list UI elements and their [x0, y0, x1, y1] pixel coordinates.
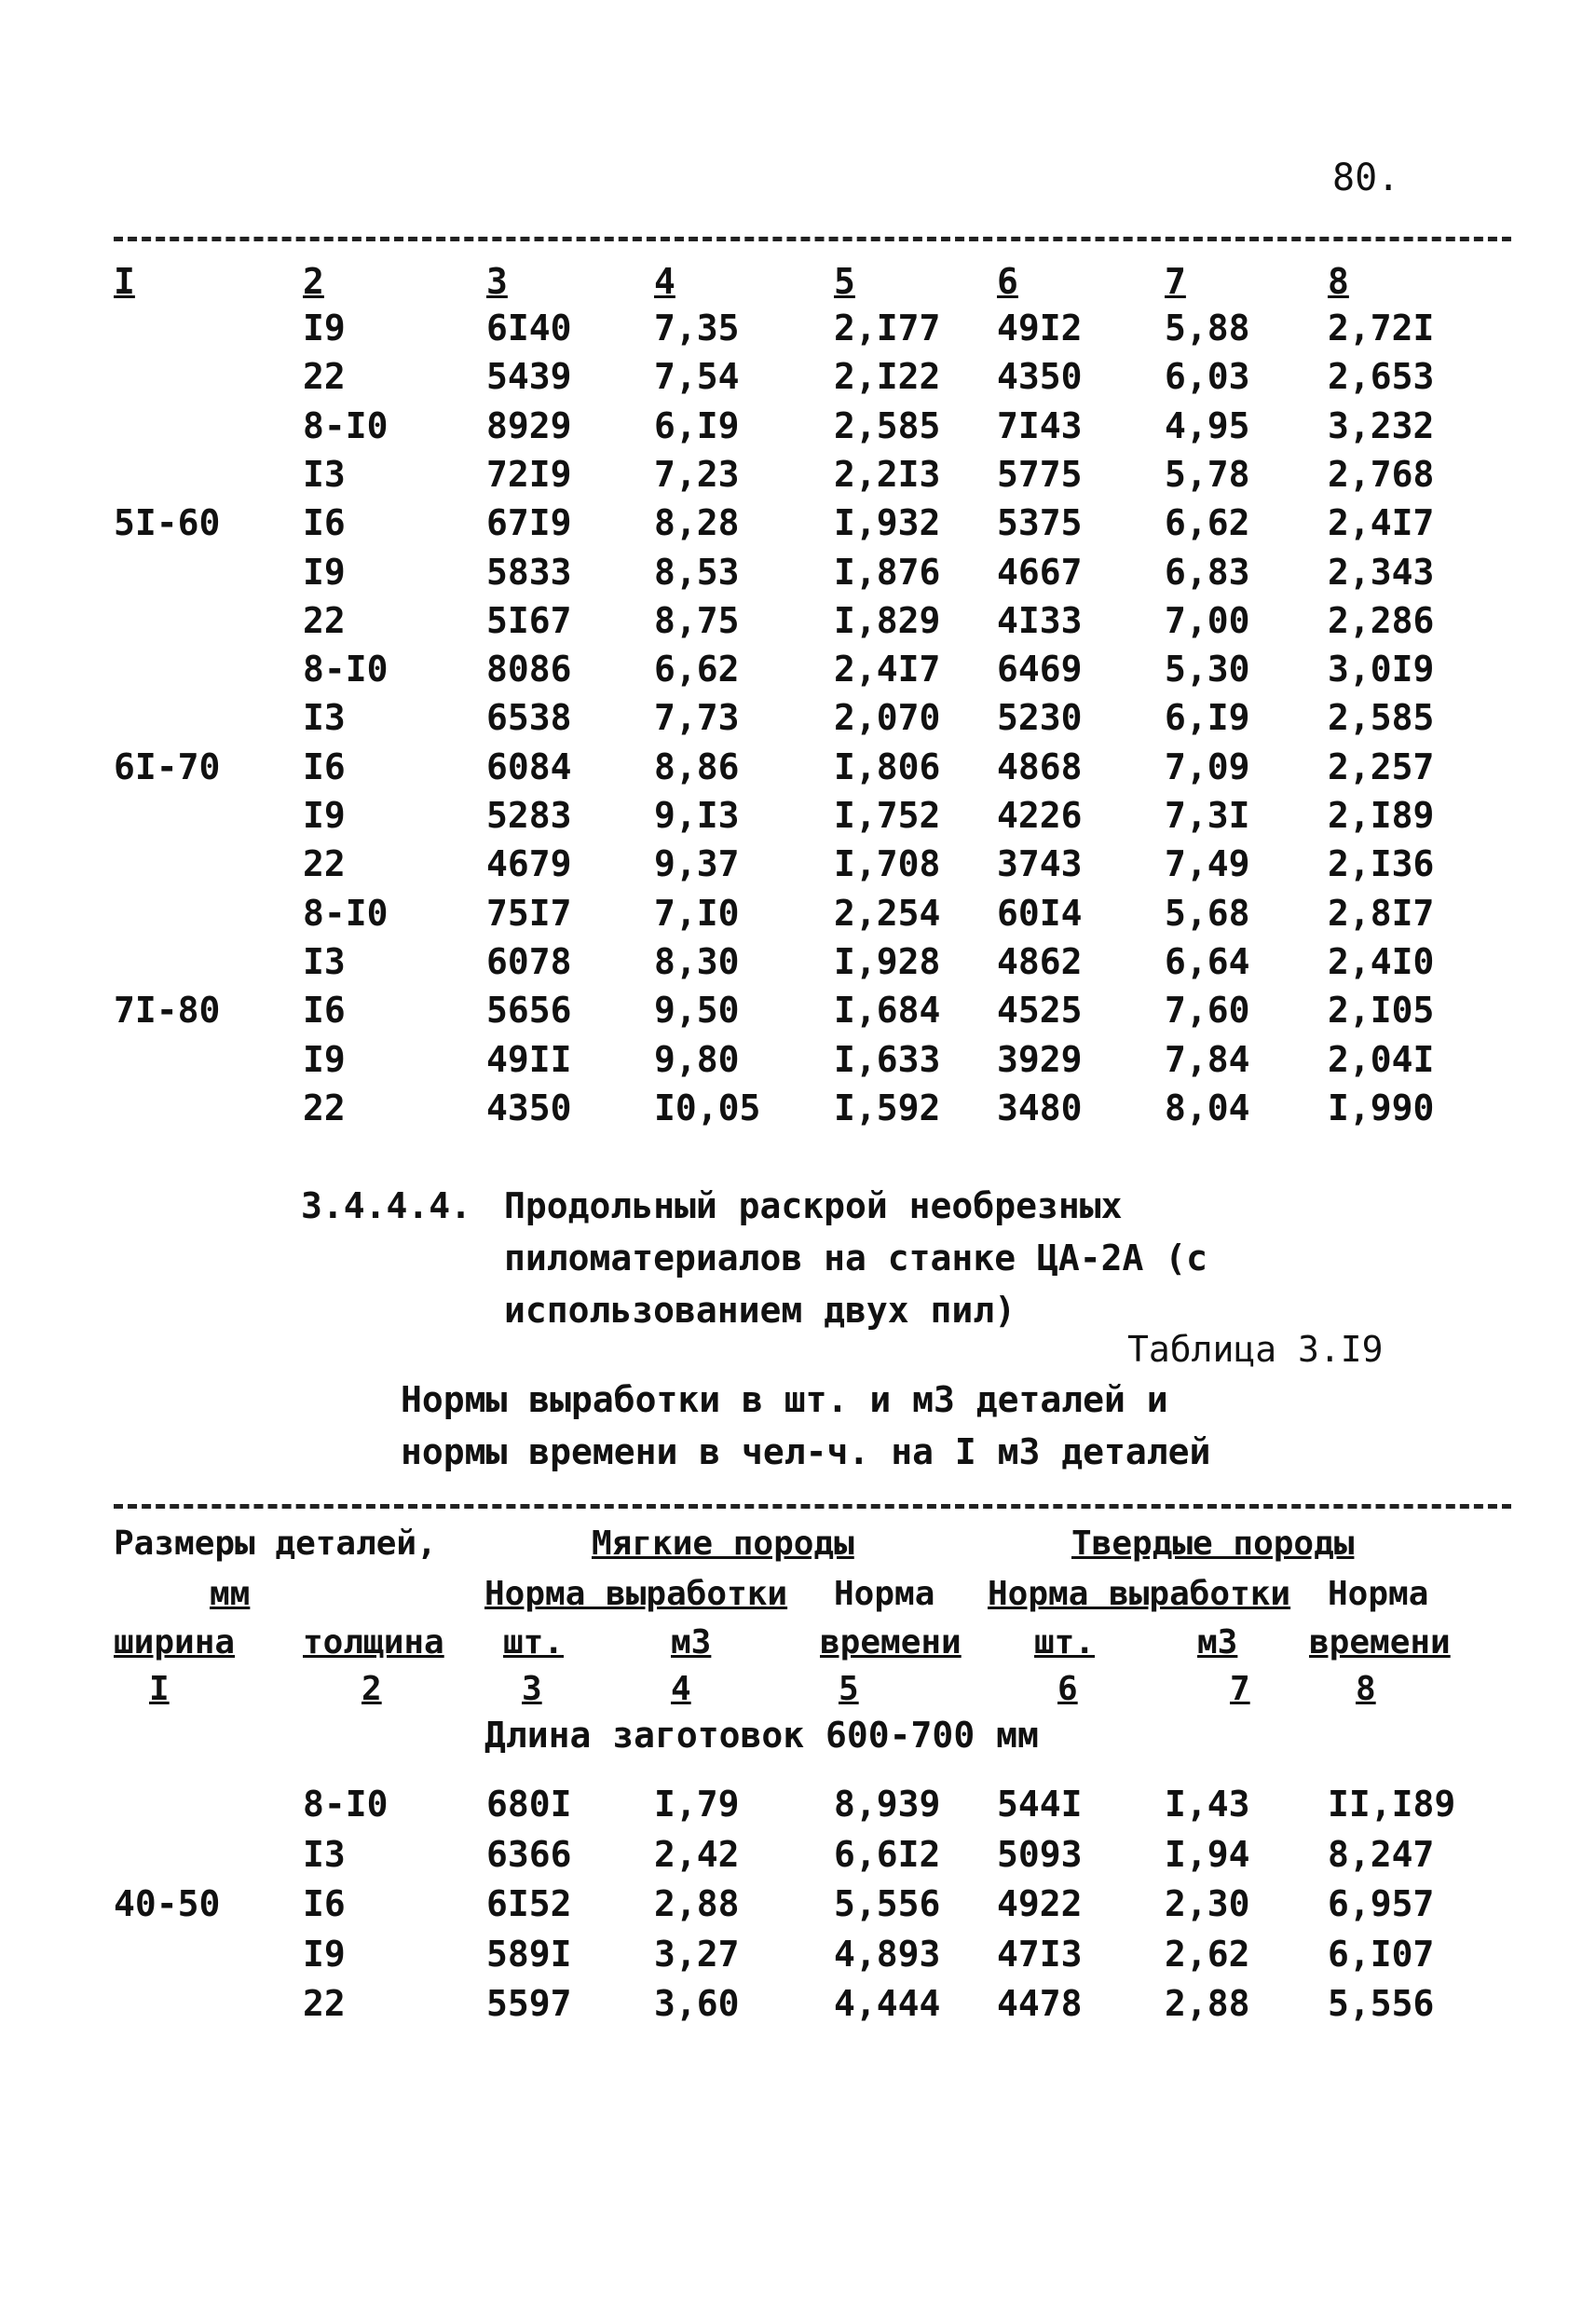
table-cell-col6: 544I	[997, 1784, 1083, 1825]
table-cell-col5: I,932	[834, 502, 941, 544]
table-cell-col6: 4667	[997, 551, 1083, 593]
table-cell-col5: 2,254	[834, 892, 941, 934]
col-header-3: 3	[486, 261, 508, 302]
table-cell-col4: 2,88	[654, 1883, 740, 1924]
table-cell-col6: 4478	[997, 1983, 1083, 2024]
table-cell-col2: I3	[303, 1833, 346, 1875]
table-cell-col4: 8,30	[654, 940, 740, 982]
table-cell-col2: I9	[303, 1933, 346, 1975]
table-cell-col1: 5I-60	[114, 502, 221, 544]
table-cell-col6: 5230	[997, 697, 1083, 739]
table-cell-col7: 5,68	[1165, 892, 1250, 934]
table-cell-col3: 5I67	[486, 599, 572, 641]
table-cell-col7: 6,I9	[1165, 697, 1250, 739]
table-cell-col7: 7,09	[1165, 745, 1250, 787]
header-num-1: I	[149, 1670, 170, 1708]
table-cell-col8: 8,247	[1328, 1833, 1435, 1875]
table-row	[0, 1983, 1596, 2031]
header-num-8: 8	[1356, 1670, 1376, 1708]
header-soft-time: времени	[820, 1623, 962, 1661]
table-cell-col8: 6,957	[1328, 1883, 1435, 1924]
table-cell-col2: 22	[303, 356, 346, 398]
table-cell-col2: 8-I0	[303, 649, 389, 691]
table-cell-col5: 8,939	[834, 1784, 941, 1825]
table-cell-col4: 7,54	[654, 356, 740, 398]
table-cell-col3: 6366	[486, 1833, 572, 1875]
col-header-1: I	[114, 261, 135, 302]
table-cell-col4: 8,75	[654, 599, 740, 641]
table-cell-col6: 4226	[997, 795, 1083, 836]
table-cell-col2: 8-I0	[303, 404, 389, 446]
header-soft-norm: Норма	[834, 1575, 935, 1613]
table-cell-col2: 22	[303, 843, 346, 885]
table-cell-col4: 3,27	[654, 1933, 740, 1975]
table-cell-col2: I6	[303, 502, 346, 544]
table-cell-col4: 9,37	[654, 843, 740, 885]
table-cell-col6: 7I43	[997, 404, 1083, 446]
header-num-2: 2	[361, 1670, 382, 1708]
table-cell-col7: 6,62	[1165, 502, 1250, 544]
table-row	[0, 356, 1596, 404]
table-cell-col6: 5093	[997, 1833, 1083, 1875]
bottom-dash-line	[114, 1504, 1511, 1509]
table-cell-col5: I,684	[834, 990, 941, 1032]
table-cell-col5: I,708	[834, 843, 941, 885]
header-width: ширина	[114, 1623, 236, 1661]
table-cell-col8: 3,232	[1328, 404, 1435, 446]
table-cell-col3: 5597	[486, 1983, 572, 2024]
length-subheader: Длина заготовок 600-700 мм	[484, 1715, 1039, 1756]
table-cell-col6: 5775	[997, 453, 1083, 495]
header-num-3: 3	[522, 1670, 542, 1708]
table-cell-col5: I,592	[834, 1087, 941, 1128]
table-row	[0, 1934, 1596, 1982]
section-number: 3.4.4.4.	[301, 1185, 472, 1226]
header-mm: мм	[210, 1575, 251, 1613]
table-cell-col8: II,I89	[1328, 1784, 1456, 1825]
table-cell-col8: 2,257	[1328, 745, 1435, 787]
table-cell-col8: 2,72I	[1328, 308, 1435, 349]
table-row	[0, 697, 1596, 745]
table-cell-col7: 7,84	[1165, 1038, 1250, 1080]
table-row	[0, 649, 1596, 697]
table-cell-col4: 9,50	[654, 990, 740, 1032]
table-row	[0, 1883, 1596, 1932]
table-cell-col3: 8929	[486, 404, 572, 446]
table-cell-col7: 2,30	[1165, 1883, 1250, 1924]
table-cell-col3: 6I40	[486, 308, 572, 349]
table-cell-col7: I,43	[1165, 1784, 1250, 1825]
table-cell-col3: 4679	[486, 843, 572, 885]
table-cell-col1: 7I-80	[114, 990, 221, 1032]
table-cell-col6: 5375	[997, 502, 1083, 544]
table-cell-col3: 680I	[486, 1784, 572, 1825]
table-cell-col4: 8,53	[654, 551, 740, 593]
header-soft-m3: м3	[671, 1623, 712, 1661]
table-cell-col8: 2,4I7	[1328, 502, 1435, 544]
page-number: 80.	[1332, 157, 1400, 199]
table-cell-col8: 2,I05	[1328, 990, 1435, 1032]
table-cell-col5: 2,585	[834, 404, 941, 446]
table-cell-col6: 4I33	[997, 599, 1083, 641]
table-row	[0, 454, 1596, 502]
table-cell-col7: 2,88	[1165, 1983, 1250, 2024]
table-row	[0, 1087, 1596, 1136]
table-cell-col8: I,990	[1328, 1087, 1435, 1128]
table-cell-col5: 2,070	[834, 697, 941, 739]
table-cell-col3: 6I52	[486, 1883, 572, 1924]
col-header-5: 5	[834, 261, 855, 302]
table-cell-col5: I,806	[834, 745, 941, 787]
table-cell-col2: 22	[303, 599, 346, 641]
table-row	[0, 893, 1596, 941]
table-row	[0, 600, 1596, 649]
col-header-4: 4	[654, 261, 675, 302]
header-soft-norm-output: Норма выработки	[484, 1575, 788, 1613]
table-cell-col7: 2,62	[1165, 1933, 1250, 1975]
table-cell-col2: I3	[303, 940, 346, 982]
table-cell-col3: 72I9	[486, 453, 572, 495]
table-cell-col5: I,928	[834, 940, 941, 982]
table-cell-col8: 2,768	[1328, 453, 1435, 495]
table-cell-col1: 40-50	[114, 1883, 221, 1924]
table-cell-col2: I6	[303, 1883, 346, 1924]
table-cell-col4: 6,62	[654, 649, 740, 691]
table-cell-col7: 7,00	[1165, 599, 1250, 641]
table-cell-col8: 2,8I7	[1328, 892, 1435, 934]
col-header-7: 7	[1165, 261, 1186, 302]
table-cell-col2: I9	[303, 1038, 346, 1080]
table-cell-col4: 2,42	[654, 1833, 740, 1875]
table-cell-col2: 8-I0	[303, 1784, 389, 1825]
table-cell-col3: 5656	[486, 990, 572, 1032]
table-cell-col8: 2,653	[1328, 356, 1435, 398]
table-row	[0, 746, 1596, 795]
table-cell-col5: 2,I77	[834, 308, 941, 349]
table-cell-col6: 4868	[997, 745, 1083, 787]
caption-line-1: Нормы выработки в шт. и м3 деталей и	[401, 1379, 1168, 1420]
header-hard-norm: Норма	[1328, 1575, 1429, 1613]
table-row	[0, 308, 1596, 356]
header-num-6: 6	[1057, 1670, 1078, 1708]
table-cell-col7: 7,3I	[1165, 795, 1250, 836]
table-cell-col8: 2,286	[1328, 599, 1435, 641]
table-cell-col6: 3480	[997, 1087, 1083, 1128]
table-cell-col3: 8086	[486, 649, 572, 691]
table-cell-col3: 6084	[486, 745, 572, 787]
table-cell-col6: 4922	[997, 1883, 1083, 1924]
table-cell-col2: 8-I0	[303, 892, 389, 934]
header-thickness: толщина	[303, 1623, 444, 1661]
table-cell-col8: 5,556	[1328, 1983, 1435, 2024]
table-cell-col2: I3	[303, 453, 346, 495]
table-cell-col6: 49I2	[997, 308, 1083, 349]
table-cell-col4: 6,I9	[654, 404, 740, 446]
table-cell-col8: 2,I89	[1328, 795, 1435, 836]
header-hard-m3: м3	[1197, 1623, 1238, 1661]
table-row	[0, 1834, 1596, 1882]
table-cell-col7: 5,30	[1165, 649, 1250, 691]
table-cell-col4: 8,86	[654, 745, 740, 787]
table-cell-col4: 8,28	[654, 502, 740, 544]
table-cell-col5: 4,444	[834, 1983, 941, 2024]
table-cell-col2: I6	[303, 990, 346, 1032]
table-cell-col5: 2,2I3	[834, 453, 941, 495]
table-cell-col5: I,752	[834, 795, 941, 836]
table-row	[0, 405, 1596, 454]
header-hard-pcs: шт.	[1034, 1623, 1096, 1661]
table-row	[0, 1784, 1596, 1832]
table-cell-col2: 22	[303, 1983, 346, 2024]
table-cell-col6: 60I4	[997, 892, 1083, 934]
table-row	[0, 990, 1596, 1038]
header-num-4: 4	[671, 1670, 691, 1708]
table-cell-col8: 6,I07	[1328, 1933, 1435, 1975]
table-cell-col1: 6I-70	[114, 745, 221, 787]
header-num-5: 5	[839, 1670, 859, 1708]
table-cell-col7: 7,49	[1165, 843, 1250, 885]
table-cell-col6: 4350	[997, 356, 1083, 398]
table-cell-col2: I9	[303, 308, 346, 349]
table-cell-col4: 7,35	[654, 308, 740, 349]
table-cell-col8: 2,585	[1328, 697, 1435, 739]
table-cell-col5: I,829	[834, 599, 941, 641]
table-cell-col4: 7,23	[654, 453, 740, 495]
table-cell-col5: 2,4I7	[834, 649, 941, 691]
table-cell-col3: 75I7	[486, 892, 572, 934]
table-cell-col6: 3929	[997, 1038, 1083, 1080]
table-cell-col7: 8,04	[1165, 1087, 1250, 1128]
table-cell-col3: 5439	[486, 356, 572, 398]
header-soft-woods: Мягкие породы	[592, 1525, 854, 1563]
table-cell-col6: 3743	[997, 843, 1083, 885]
table-cell-col2: 22	[303, 1087, 346, 1128]
table-cell-col3: 6078	[486, 940, 572, 982]
table-cell-col2: I9	[303, 795, 346, 836]
table-row	[0, 1039, 1596, 1087]
table-cell-col7: 6,64	[1165, 940, 1250, 982]
header-hard-woods: Твердые породы	[1071, 1525, 1355, 1563]
table-cell-col6: 6469	[997, 649, 1083, 691]
table-cell-col4: 7,73	[654, 697, 740, 739]
table-cell-col7: 5,88	[1165, 308, 1250, 349]
table-cell-col6: 47I3	[997, 1933, 1083, 1975]
caption-line-2: нормы времени в чел-ч. на I м3 деталей	[401, 1431, 1211, 1472]
table-cell-col8: 3,0I9	[1328, 649, 1435, 691]
col-header-2: 2	[303, 261, 324, 302]
table-cell-col2: I9	[303, 551, 346, 593]
table-cell-col3: 67I9	[486, 502, 572, 544]
table-row	[0, 795, 1596, 843]
top-dash-line	[114, 237, 1511, 241]
table-cell-col3: 4350	[486, 1087, 572, 1128]
table-cell-col7: 7,60	[1165, 990, 1250, 1032]
table-cell-col3: 49II	[486, 1038, 572, 1080]
col-header-6: 6	[997, 261, 1018, 302]
table-cell-col3: 589I	[486, 1933, 572, 1975]
table-cell-col7: 4,95	[1165, 404, 1250, 446]
table-cell-col6: 4862	[997, 940, 1083, 982]
table-cell-col4: I,79	[654, 1784, 740, 1825]
table-cell-col3: 5283	[486, 795, 572, 836]
header-soft-pcs: шт.	[503, 1623, 565, 1661]
table-cell-col8: 2,4I0	[1328, 940, 1435, 982]
table-row	[0, 941, 1596, 990]
table-row	[0, 843, 1596, 892]
table-cell-col8: 2,04I	[1328, 1038, 1435, 1080]
table-cell-col3: 5833	[486, 551, 572, 593]
top-table-header	[0, 261, 1596, 309]
table-row	[0, 552, 1596, 600]
section-text: Продольный раскрой необрезных пиломатериалов на станке ЦА-2А (с использованием двух пил)	[504, 1185, 1207, 1331]
table-cell-col7: 6,03	[1165, 356, 1250, 398]
table-cell-col4: I0,05	[654, 1087, 761, 1128]
table-cell-col5: 5,556	[834, 1883, 941, 1924]
table-cell-col7: 5,78	[1165, 453, 1250, 495]
table-cell-col4: 9,I3	[654, 795, 740, 836]
table-row	[0, 502, 1596, 551]
table-cell-col7: I,94	[1165, 1833, 1250, 1875]
table-cell-col2: I3	[303, 697, 346, 739]
table-cell-col5: I,876	[834, 551, 941, 593]
table-label: Таблица 3.I9	[1127, 1329, 1384, 1370]
table-cell-col4: 7,I0	[654, 892, 740, 934]
header-sizes: Размеры деталей,	[114, 1525, 437, 1563]
table-cell-col4: 3,60	[654, 1983, 740, 2024]
header-hard-norm-output: Норма выработки	[988, 1575, 1291, 1613]
table-cell-col8: 2,343	[1328, 551, 1435, 593]
table-cell-col6: 4525	[997, 990, 1083, 1032]
col-header-8: 8	[1328, 261, 1349, 302]
header-hard-time: времени	[1309, 1623, 1451, 1661]
table-cell-col7: 6,83	[1165, 551, 1250, 593]
table-cell-col3: 6538	[486, 697, 572, 739]
table-caption	[401, 1374, 1210, 1478]
table-cell-col8: 2,I36	[1328, 843, 1435, 885]
table-cell-col5: I,633	[834, 1038, 941, 1080]
header-num-7: 7	[1230, 1670, 1250, 1708]
table-cell-col5: 4,893	[834, 1933, 941, 1975]
table-cell-col4: 9,80	[654, 1038, 740, 1080]
table-cell-col5: 6,6I2	[834, 1833, 941, 1875]
table-cell-col2: I6	[303, 745, 346, 787]
table-cell-col5: 2,I22	[834, 356, 941, 398]
